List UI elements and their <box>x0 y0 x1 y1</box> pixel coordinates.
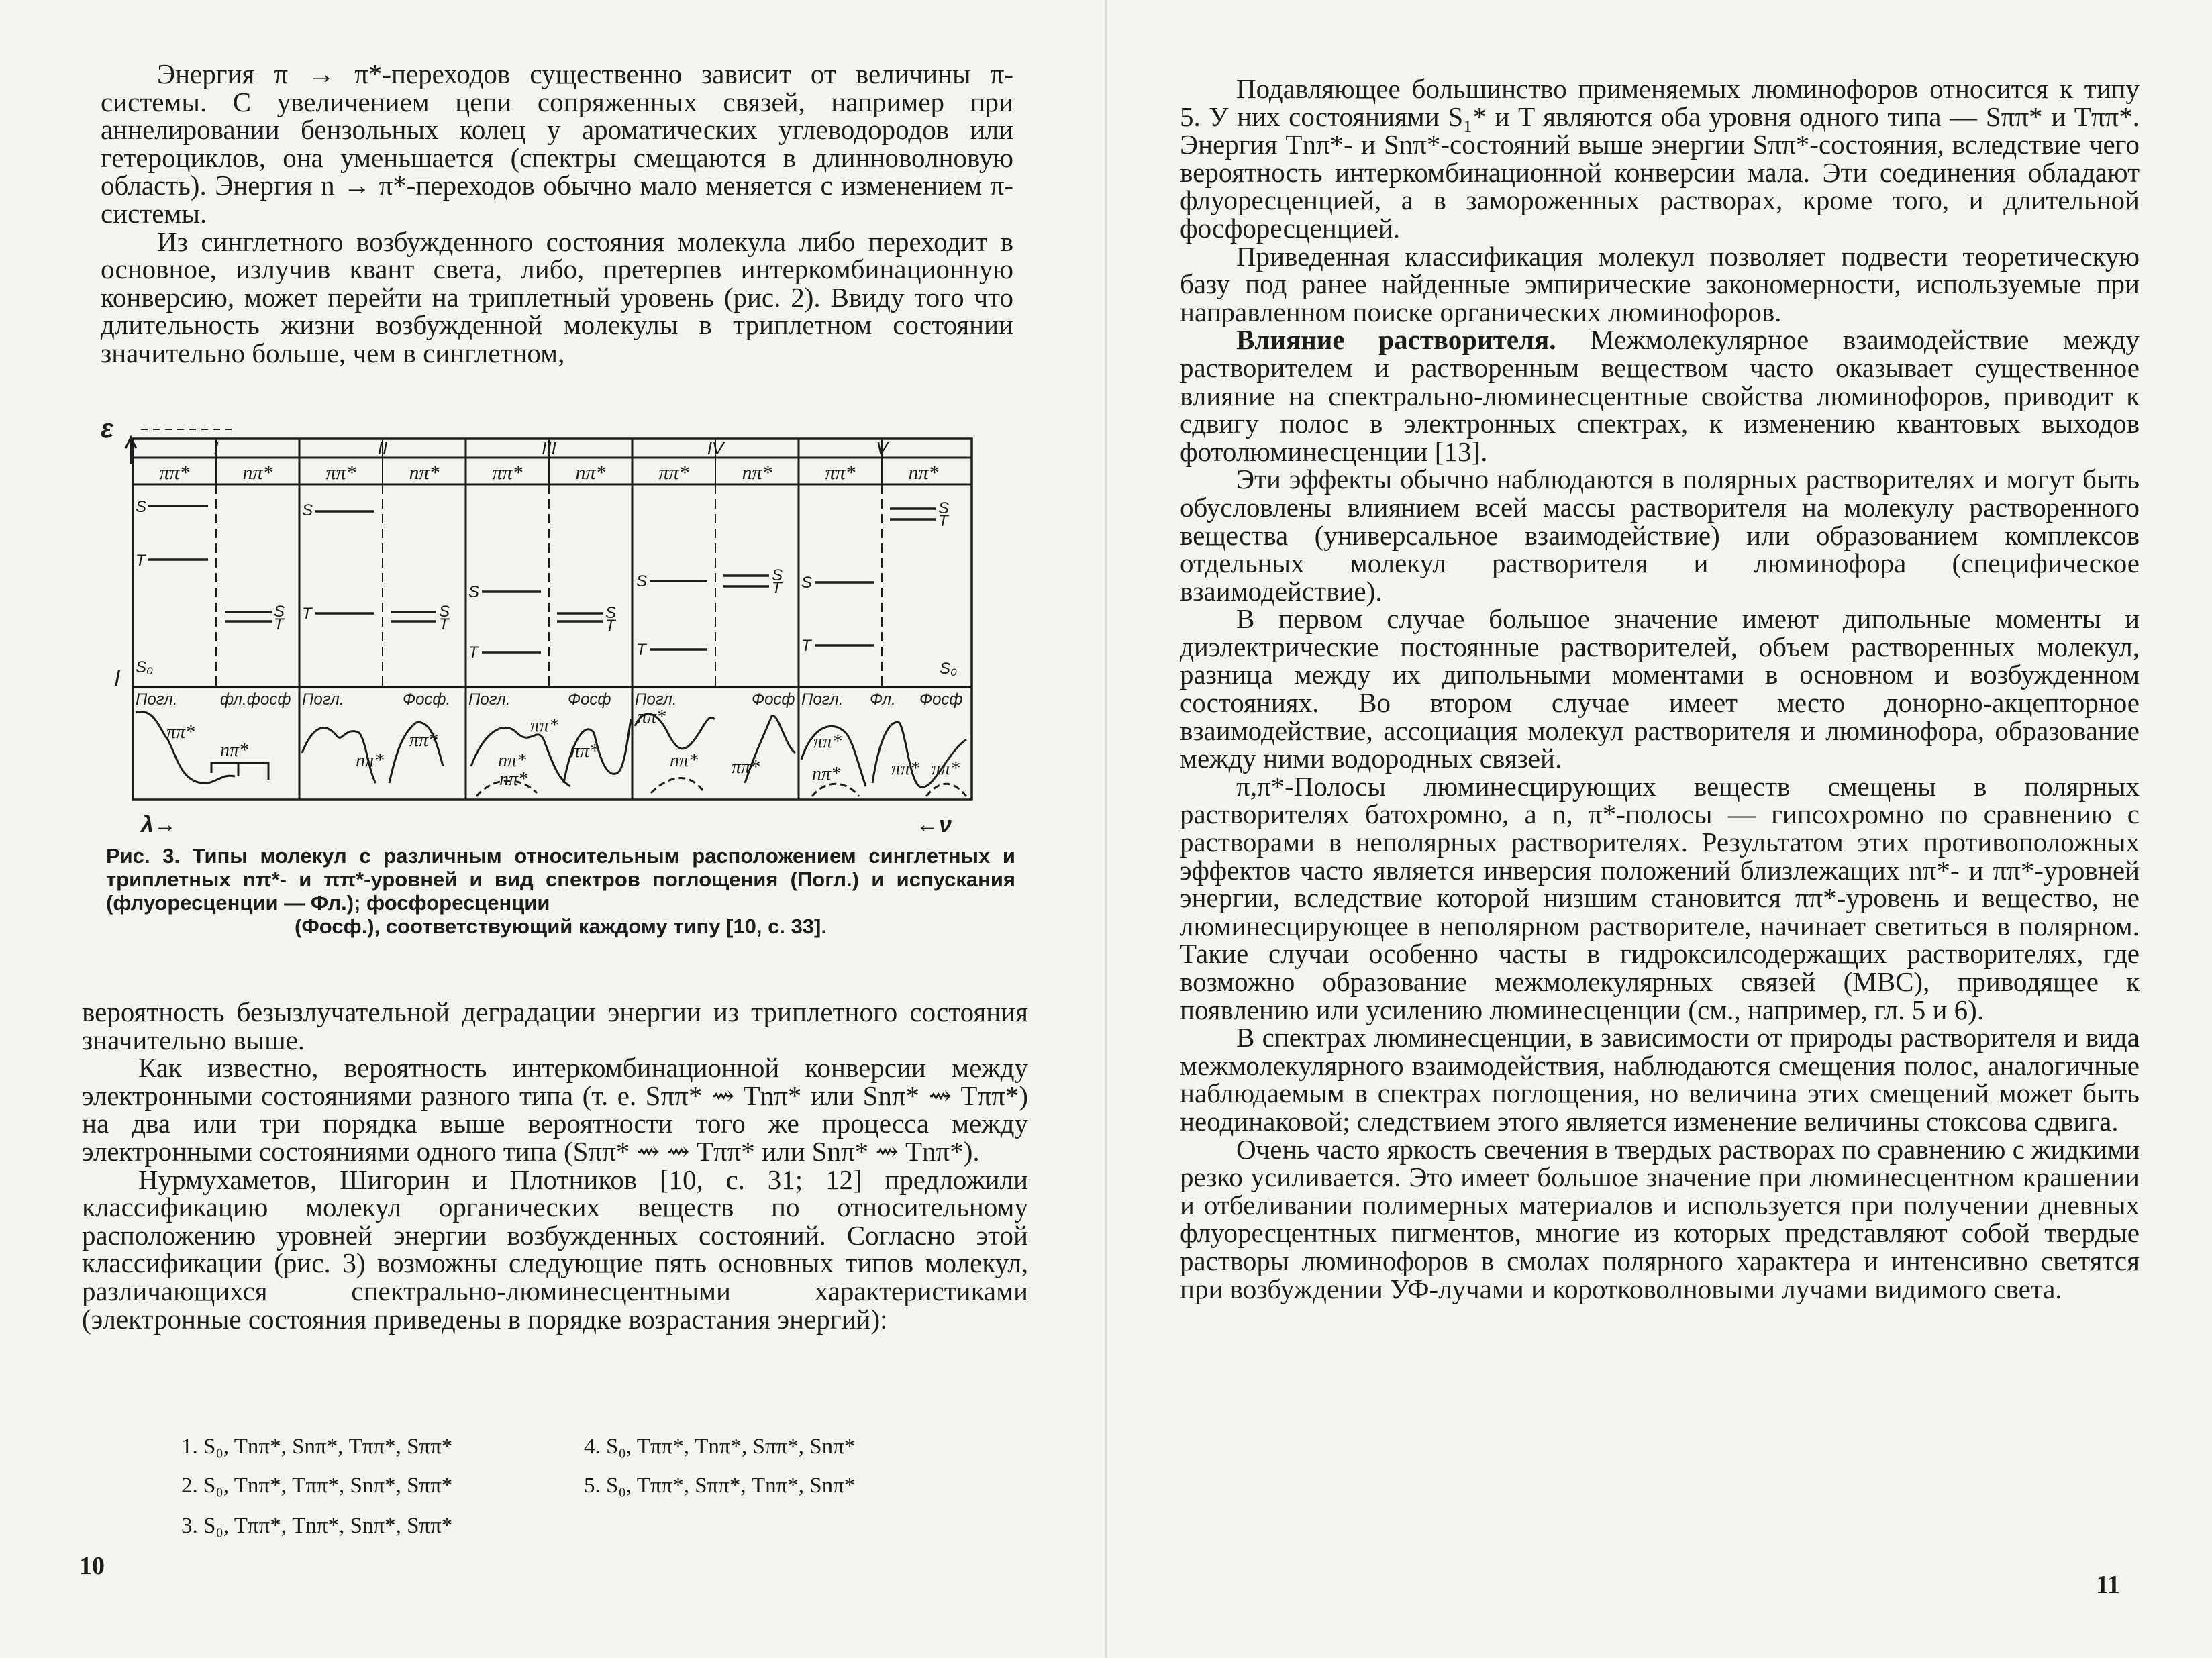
band-label-np: nπ* <box>499 769 528 790</box>
level-S0: S₀ <box>136 658 154 676</box>
level-S: S <box>801 574 813 592</box>
intensity-axis-label: I <box>114 666 121 691</box>
level-S0: S₀ <box>940 660 958 678</box>
band-label-np: nπ* <box>670 750 699 771</box>
band-label-pp: ππ* <box>530 715 559 736</box>
left-bottom-text <box>82 998 1028 1333</box>
column-head: ππ* <box>825 462 856 484</box>
paragraph: В спектрах люминесценции, в зависимости от природы растворителя и вида межмолекулярного взаимодействия, наблюдаются смещения полос, аналогичные наблюдаемым в спектрах поглощения, но величина этих смещений может быть неодинаковой; следствием этого является изменение величины стоксова сдвига. <box>1180 1022 2140 1137</box>
level-S: S <box>468 583 480 601</box>
spectrum-label: Фосф <box>919 690 963 709</box>
column-head: ππ* <box>325 462 356 484</box>
left-top-text <box>101 60 1013 368</box>
caption-main: Рис. 3. Типы молекул с различным относительным расположением синглетных и триплетных nπ*- и ππ*-уровней и вид спектров поглощения (Погл.) и испускания (флуоресценции — Фл.); фосфоресценции <box>106 844 1015 915</box>
spectrum-label: Фосф <box>752 690 795 709</box>
band-label-pp: ππ* <box>732 757 760 778</box>
paragraph: Эти эффекты обычно наблюдаются в полярных растворителях и могут быть обусловлены влиянием всей массы растворителя на молекулу растворенного вещества (универсальное взаимодействие) или образованием комплексов отдельных молекул растворителя и люминофора (специфическое взаимодействие). <box>1180 464 2140 607</box>
paragraph: Подавляющее большинство применяемых люминофоров относится к типу 5. У них состояниями S₁* и T являются оба уровня одного типа — Sππ* и Tππ*. Энергия Tnπ*- и Snπ*-состояний выше энергии Sππ*-состояния, вследствие чего вероятность интеркомбинационной конверсии мала. Эти соединения обладают флуоресценцией, а в замороженных растворах, кроме того, и длительной фосфоресценцией. <box>1180 73 2140 244</box>
spectrum-label: Погл. <box>635 690 677 709</box>
paragraph: В первом случае большое значение имеют дипольные моменты и диэлектрические постоянные растворителей, объем растворенных молекул, разница между их дипольными моментами в основном и возбужденном состояниях. Во втором случае имеет место донорно-акцепторное взаимодействие, ассоциация молекул растворителя и люминофора, образование между ними водородных связей. <box>1180 603 2140 774</box>
figure-caption <box>106 844 1015 938</box>
paragraph: Как известно, вероятность интеркомбинационной конверсии между электронными состояниями разного типа (т. е. Sππ* ⇝ Tnπ* или Snπ* ⇝ Tππ*) на два или три порядка выше вероятности того же процесса между электронными состояниями одного типа (Sππ* ⇝ ⇝ Tππ* или Snπ* ⇝ Tnπ*). <box>82 1052 1028 1167</box>
level-S: S <box>136 498 147 516</box>
type-label: IV <box>707 438 724 458</box>
column-head: ππ* <box>159 462 190 484</box>
section-heading: Влияние растворителя. <box>1236 324 1556 356</box>
level-S: S <box>302 501 313 519</box>
level-S: S <box>274 603 285 621</box>
band-label-np: nπ* <box>220 740 249 761</box>
level-T: T <box>439 615 449 633</box>
paragraph: Нурмухаметов, Шигорин и Плотников [10, с. 31; 12] предложили классификацию молекул органических веществ по относительному расположению уровней энергии возбужденных состояний. Согласно этой классификации (рис. 3) возможны следующие пять основных типов молекул, различающихся спектрально-люминесцентными характеристиками (электронные состояния приведены в порядке возрастания энергий): <box>82 1163 1028 1335</box>
column-head: nπ* <box>242 462 273 484</box>
type-label: III <box>542 438 556 458</box>
type-label: I <box>213 438 219 458</box>
column-head: nπ* <box>409 462 440 484</box>
level-T: T <box>468 643 479 662</box>
spectrum-label: Погл. <box>302 690 344 709</box>
paragraph: Очень часто яркость свечения в твердых растворах по сравнению с жидкими резко усиливается. Это имеет большое значение при люминесцентном крашении и отбеливании полимерных материалов и используется при получении дневных флуоресцентных пигментов, многие из которых представляют собой твердые растворы люминофоров в смолах полярного характера и интенсивно светятся при возбуждении УФ-лучами и коротковолновыми лучами видимого света. <box>1180 1133 2140 1304</box>
band-label-pp: ππ* <box>813 731 842 752</box>
column-head: nπ* <box>742 462 772 484</box>
level-T: T <box>801 637 811 655</box>
level-T: T <box>605 617 615 635</box>
wavelength-arrow: λ→ <box>141 812 177 837</box>
band-label-np: nπ* <box>498 750 527 771</box>
formula: 5. S₀, Tππ*, Sππ*, Tnπ*, Snπ* <box>584 1473 856 1498</box>
formula: 2. S₀, Tnπ*, Tππ*, Snπ*, Sππ* <box>181 1473 453 1498</box>
band-label-pp: ππ* <box>166 722 195 743</box>
formula: 4. S₀, Tππ*, Tnπ*, Sππ*, Snπ* <box>584 1435 856 1459</box>
page-number: 10 <box>79 1552 105 1580</box>
level-T: T <box>938 512 948 530</box>
column-head: nπ* <box>575 462 606 484</box>
page-number: 11 <box>2096 1571 2120 1599</box>
band-label-pp: ππ* <box>638 707 666 727</box>
formula: 1. S₀, Tnπ*, Snπ*, Tππ*, Sππ* <box>181 1435 453 1459</box>
level-T: T <box>636 641 646 659</box>
band-label-pp: ππ* <box>932 758 960 779</box>
band-label-pp: ππ* <box>409 730 438 751</box>
type-label: V <box>876 438 888 458</box>
band-label-np: nπ* <box>356 750 385 771</box>
spectrum-label: фл.фосф <box>220 690 291 709</box>
section-paragraph <box>1180 326 2140 466</box>
level-S: S <box>605 604 617 622</box>
right-text <box>1180 75 2140 1303</box>
spectrum-label: Фл. <box>870 690 896 709</box>
band-label-np: nπ* <box>812 764 841 784</box>
section-first-text: Межмолекулярное взаимодействие между растворителем и растворенным веществом часто оказывает существенное влияние на спектрально-люминесцентные свойства люминофоров, приводит к сдвигу полос в электронных спектрах, к изменению квантовых выходов фотолюминесценции [13]. <box>1180 324 2140 467</box>
spectrum-label: Погл. <box>136 690 178 709</box>
band-label-pp: ππ* <box>891 758 920 779</box>
frequency-arrow: ←ν <box>916 812 952 837</box>
energy-axis-label: ε <box>101 417 114 444</box>
band-label-pp: ππ* <box>570 741 599 762</box>
spectrum-label: Погл. <box>468 690 511 709</box>
spectrum-label: Фосф <box>568 690 611 709</box>
paragraph: вероятность безызлучательной деградации энергии из триплетного состояния значительно выше. <box>82 996 1028 1055</box>
level-S: S <box>636 572 648 590</box>
paragraph: π,π*-Полосы люминесцирующих веществ смещены в полярных растворителях батохромно, а n, π*-полосы — гипсохромно по сравнению с растворами в неполярных растворителях. Результатом этих противоположных эффектов часто является инверсия положений близлежащих nπ*- и ππ*-уровней энергии, вследствие которой низшим становится ππ*-уровень и вещество, не люминесцирующее в неполярном растворителе, начинает светиться в полярном. Такие случаи особенно часты в гидроксилсодержащих растворителях, где возможно образование межмолекулярных связей (МВС), приводящее к появлению или усилению люминесценции (см., например, гл. 5 и 6). <box>1180 770 2140 1025</box>
level-S: S <box>938 499 950 517</box>
spectrum-label: Погл. <box>801 690 844 709</box>
spectrum-label: Фосф. <box>403 690 451 709</box>
level-T: T <box>302 605 312 623</box>
caption-end: (Фосф.), соответствующий каждому типу [10, с. 33]. <box>295 915 827 938</box>
column-head: nπ* <box>908 462 939 484</box>
level-T: T <box>136 552 146 570</box>
level-S: S <box>772 566 783 584</box>
figure-3-energy-diagram <box>101 417 993 840</box>
formula: 3. S₀, Tππ*, Tnπ*, Snπ*, Sππ* <box>181 1514 453 1538</box>
paragraph: Энергия π → π*-переходов существенно зависит от величины π-системы. С увеличением цепи сопряженных связей, например при аннелировании бензольных колец у ароматических углеводородов или гетероциклов, она уменьшается (спектры смещаются в длинноволновую область). Энергия n → π*-переходов обычно мало меняется с изменением π-системы. <box>101 58 1013 229</box>
level-T: T <box>274 615 284 633</box>
column-head: ππ* <box>492 462 523 484</box>
right-page <box>1106 0 2212 1658</box>
paragraph: Приведенная классификация молекул позволяет подвести теоретическую базу под ранее найденные эмпирические закономерности, используемые при направленном поиске органических люминофоров. <box>1180 240 2140 327</box>
level-T: T <box>772 579 782 597</box>
column-head: ππ* <box>658 462 689 484</box>
level-S: S <box>439 603 450 621</box>
paragraph: Из синглетного возбужденного состояния молекула либо переходит в основное, излучив квант света, либо, претерпев интеркомбинационную конверсию, может перейти на триплетный уровень (рис. 2). Ввиду того что длительность жизни возбужденной молекулы в триплетном состоянии значительно больше, чем в синглетном, <box>101 225 1013 368</box>
type-label: II <box>377 438 388 458</box>
